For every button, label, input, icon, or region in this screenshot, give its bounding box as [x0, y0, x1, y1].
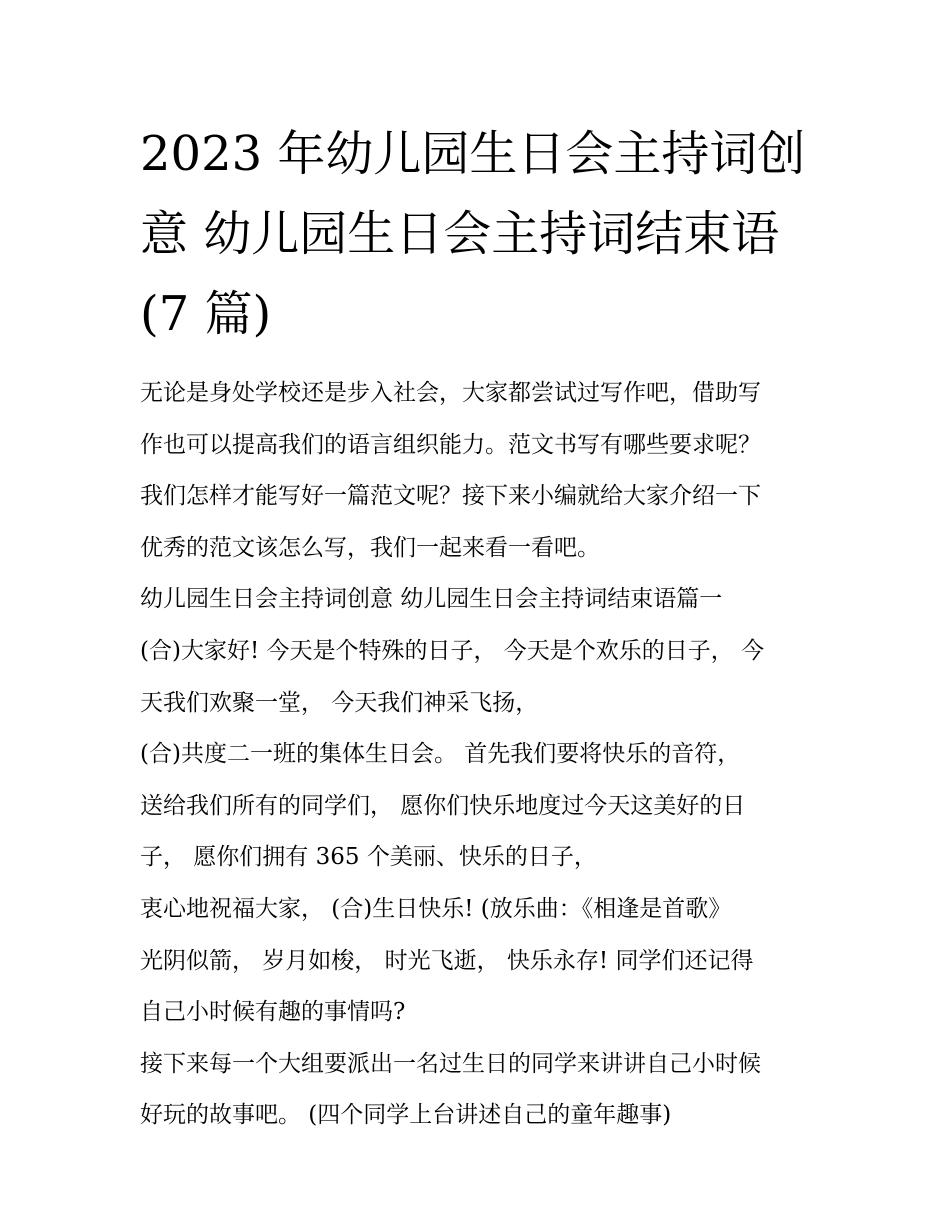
title-line-1: 2023 年幼儿园生日会主持词创 — [140, 126, 806, 182]
body-line-3: 我们怎样才能写好一篇范文呢？接下来小编就给大家介绍一下 — [140, 483, 761, 510]
document-title — [140, 114, 816, 354]
body-line-10: 子， 愿你们拥有 365 个美丽、快乐的日子， — [140, 844, 597, 871]
body-line-15: 好玩的故事吧。 (四个同学上台讲述自己的童年趣事) — [140, 1102, 672, 1129]
body-line-1: 无论是身处学校还是步入社会，大家都尝试过写作吧，借助写 — [140, 380, 761, 406]
body-line-7: 天我们欢聚一堂， 今天我们神采飞扬， — [140, 689, 539, 716]
body-line-6: (合)大家好! 今天是个特殊的日子， 今天是个欢乐的日子， 今 — [140, 637, 765, 664]
body-line-8: (合)共度二一班的集体生日会。 首先我们要将快乐的音符， — [140, 741, 741, 768]
body-line-5: 幼儿园生日会主持词创意 幼儿园生日会主持词结束语篇一 — [140, 586, 723, 613]
body-line-9: 送给我们所有的同学们， 愿你们快乐地度过今天这美好的日 — [140, 792, 746, 819]
document-content — [140, 114, 816, 1142]
document-body — [140, 368, 816, 1142]
body-line-13: 自己小时候有趣的事情吗? — [140, 999, 406, 1026]
body-line-4: 优秀的范文该怎么写，我们一起来看一看吧。 — [140, 534, 600, 561]
title-line-2: 意 幼儿园生日会主持词结束语 — [140, 206, 780, 262]
body-line-14: 接下来每一个大组要派出一名过生日的同学来讲讲自己小时候 — [140, 1050, 761, 1077]
body-line-11: 衷心地祝福大家， (合)生日快乐! (放乐曲：《相逢是首歌》 — [140, 895, 732, 922]
title-line-3: (7 篇) — [140, 286, 272, 342]
body-line-2: 作也可以提高我们的语言组织能力。范文书写有哪些要求呢？ — [140, 431, 761, 458]
body-line-12: 光阴似箭， 岁月如梭， 时光飞逝， 快乐永存! 同学们还记得 — [140, 947, 754, 974]
